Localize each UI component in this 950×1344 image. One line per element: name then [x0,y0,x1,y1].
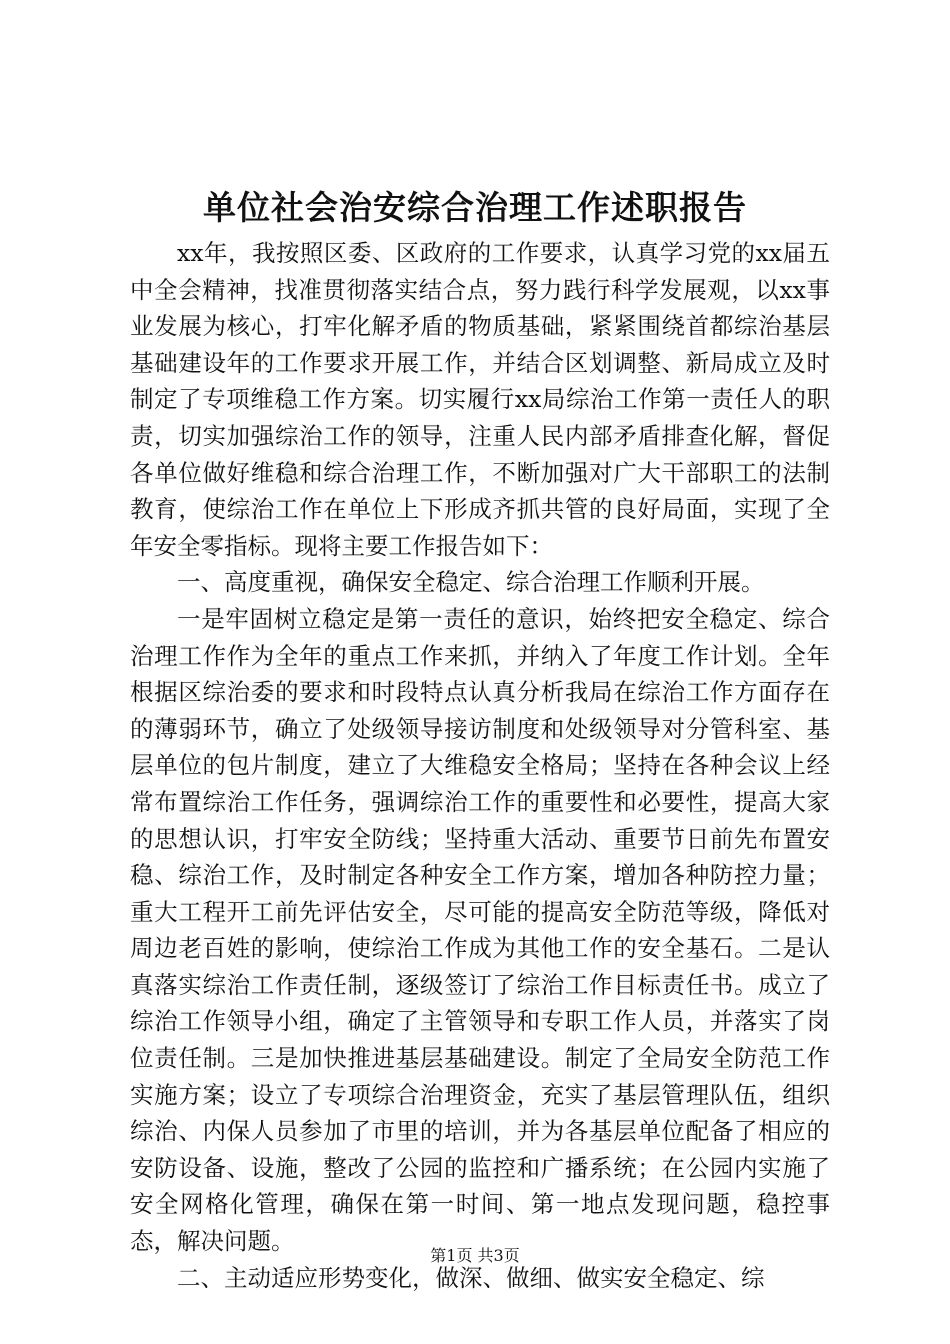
paragraph-section-1-body: 一是牢固树立稳定是第一责任的意识，始终把安全稳定、综合治理工作作为全年的重点工作来抓，并纳入了年度工作计划。全年根据区综治委的要求和时段特点认真分析我局在综治工作方面存在的薄弱环节，确立了处级领导接访制度和处级领导对分管科室、基层单位的包片制度，建立了大维稳安全格局；坚持在各种会议上经常布置综治工作任务，强调综治工作的重要性和必要性，提高大家的思想认识，打牢安全防线；坚持重大活动、重要节日前先布置安稳、综治工作，及时制定各种安全工作方案，增加各种防控力量；重大工程开工前先评估安全，尽可能的提高安全防范等级，降低对周边老百姓的影响，使综治工作成为其他工作的安全基石。二是认真落实综治工作责任制，逐级签订了综治工作目标责任书。成立了综治工作领导小组，确定了主管领导和专职工作人员，并落实了岗位责任制。三是加快推进基层基础建设。制定了全局安全防范工作实施方案；设立了专项综合治理资金，充实了基层管理队伍，组织综治、内保人员参加了市里的培训，并为各基层单位配备了相应的安防设备、设施，整改了公园的监控和广播系统；在公园内实施了安全网格化管理，确保在第一时间、第一地点发现问题，稳控事态，解决问题。 [130,604,830,1256]
page-footer: 第1页 共3页 [430,1246,520,1265]
paragraph-section-1-heading: 一、高度重视，确保安全稳定、综合治理工作顺利开展。 [177,568,765,597]
document-body [130,235,830,1296]
paragraph-intro: xx年，我按照区委、区政府的工作要求，认真学习党的xx届五中全会精神，找准贯彻落实结合点，努力践行科学发展观，以xx事业发展为核心，打牢化解矛盾的物质基础，紧紧围绕首都综治基层基础建设年的工作要求开展工作，并结合区划调整、新局成立及时制定了专项维稳工作方案。切实履行xx局综治工作第一责任人的职责，切实加强综治工作的领导，注重人民内部矛盾排查化解，督促各单位做好维稳和综合治理工作，不断加强对广大干部职工的法制教育，使综治工作在单位上下形成齐抓共管的良好局面，实现了全年安全零指标。现将主要工作报告如下： [130,239,830,560]
document-title: 单位社会治安综合治理工作述职报告 [203,188,747,227]
paragraph-section-2-heading: 二、主动适应形势变化，做深、做细、做实安全稳定、综 [177,1263,765,1292]
